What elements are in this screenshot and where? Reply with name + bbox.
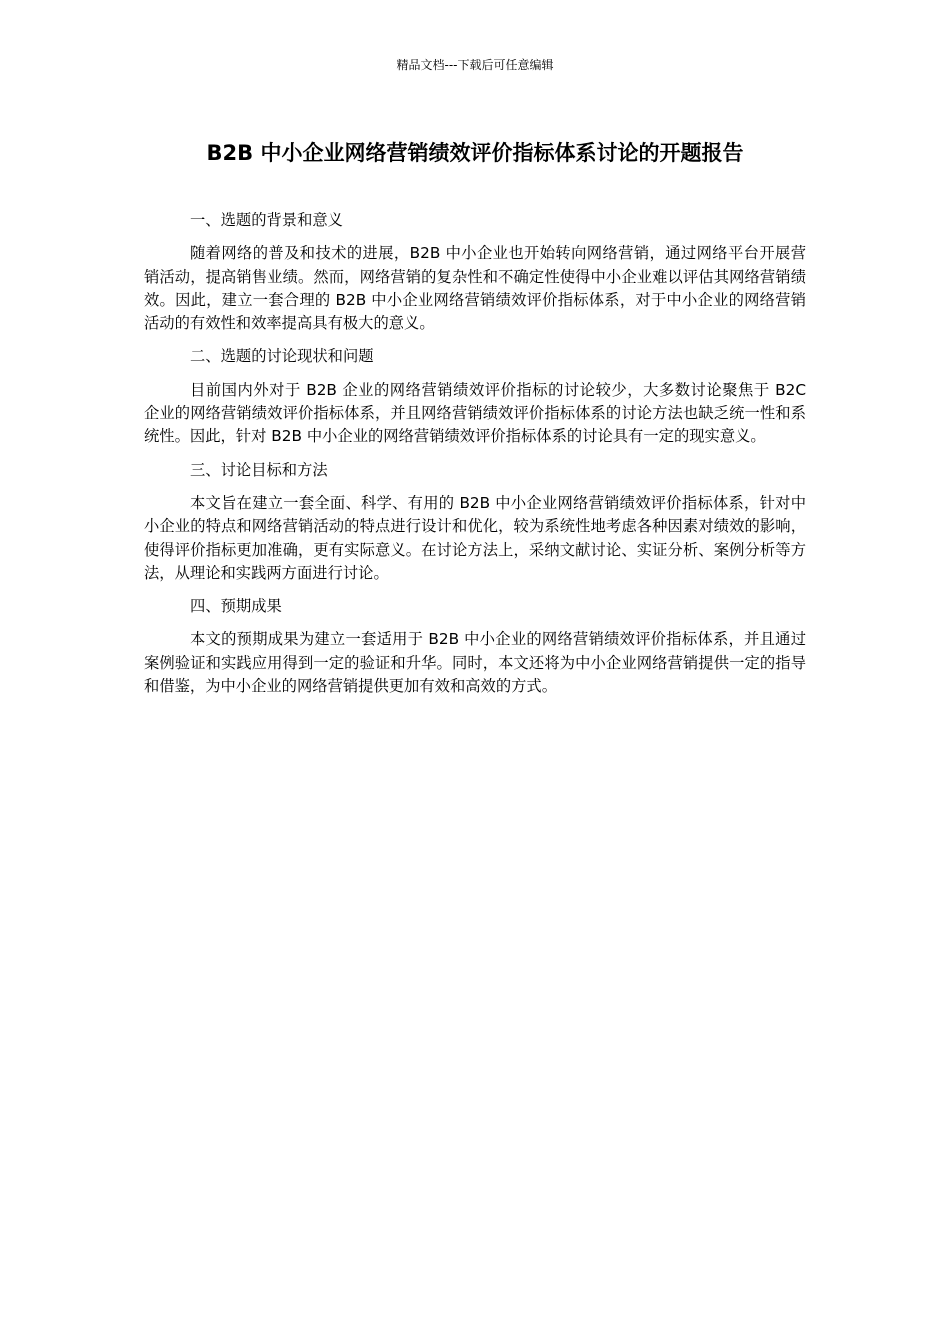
- document-title: B2B 中小企业网络营销绩效评价指标体系讨论的开题报告: [206, 141, 744, 165]
- document-content: [144, 209, 806, 708]
- section-body-goals-methods: 本文旨在建立一套全面、科学、有用的 B2B 中小企业网络营销绩效评价指标体系，针对中小企业的特点和网络营销活动的特点进行设计和优化，较为系统性地考虑各种因素对绩效的影响，使得评价指标更加准确，更有实际意义。在讨论方法上，采纳文献讨论、实证分析、案例分析等方法，从理论和实践两方面进行讨论。: [144, 493, 806, 582]
- section-heading-goals-methods: 三、讨论目标和方法: [190, 460, 328, 479]
- page-header: 精品文档---下载后可任意编辑: [396, 58, 554, 72]
- section-heading-background: 一、选题的背景和意义: [190, 211, 343, 229]
- section-body-expected-results: 本文的预期成果为建立一套适用于 B2B 中小企业的网络营销绩效评价指标体系，并且通过案例验证和实践应用得到一定的验证和升华。同时，本文还将为中小企业网络营销提供一定的指导和借鉴，为中小企业的网络营销提供更加有效和高效的方式。: [144, 630, 806, 696]
- section-body-background: 随着网络的普及和技术的进展，B2B 中小企业也开始转向网络营销，通过网络平台开展营销活动，提高销售业绩。然而，网络营销的复杂性和不确定性使得中小企业难以评估其网络营销绩效。因此，建立一套合理的 B2B 中小企业网络营销绩效评价指标体系，对于中小企业的网络营销活动的有效性和效率提高具有极大的意义。: [144, 244, 806, 333]
- section-heading-expected-results: 四、预期成果: [190, 597, 282, 616]
- section-body-research-status: 目前国内外对于 B2B 企业的网络营销绩效评价指标的讨论较少，大多数讨论聚焦于 B2C 企业的网络营销绩效评价指标体系，并且网络营销绩效评价指标体系的讨论方法也缺乏统一性和系统性。因此，针对 B2B 中小企业的网络营销绩效评价指标体系的讨论具有一定的现实意义。: [144, 380, 806, 446]
- section-heading-research-status: 二、选题的讨论现状和问题: [190, 347, 374, 366]
